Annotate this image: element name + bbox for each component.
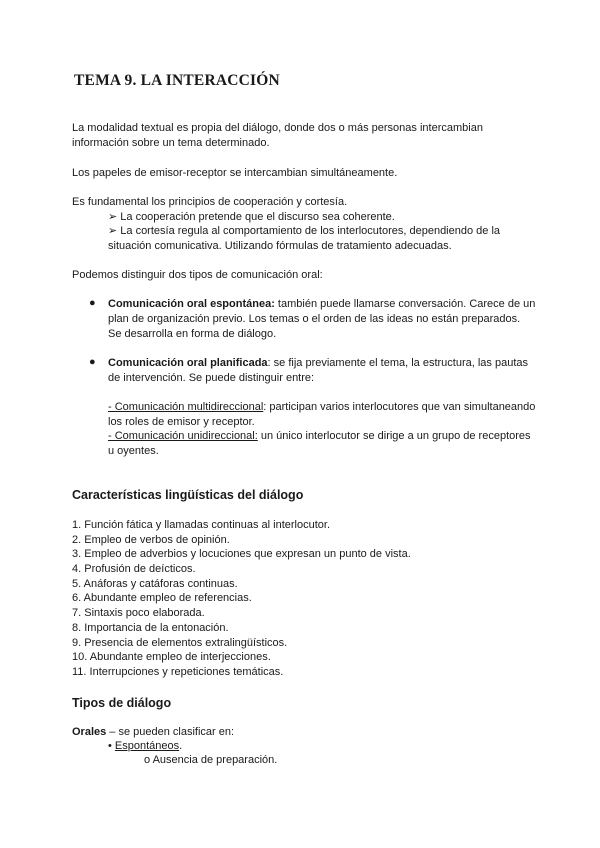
intro-paragraph-4: Podemos distinguir dos tipos de comunicación oral:: [72, 269, 323, 281]
list-item: 3. Empleo de adverbios y locuciones que expresan un punto de vista.: [72, 548, 411, 561]
courtesy-point: ➢ La cortesía regula al comportamiento de los interlocutores, dependiendo de la situación comunicativa. Utilizando fórmulas de tratamiento adecuadas.: [108, 225, 501, 252]
orales-text: – se pueden clasificar en:: [106, 726, 235, 738]
page-title: TEMA 9. LA INTERACCIÓN: [74, 72, 280, 89]
list-item: 5. Anáforas y catáforas continuas.: [72, 577, 238, 590]
subtype-term: - Comunicación multidireccional: [108, 401, 264, 413]
sub-bullet-marker: •: [108, 740, 112, 752]
cooperation-point: ➢ La cooperación pretende que el discurso sea coherente.: [108, 211, 395, 223]
list-item: 11. Interrupciones y repeticiones temáticas.: [72, 665, 284, 678]
bullet-planned: [108, 356, 536, 386]
bullet-text: : se fija previamente el tema, la estructura, las pautas de intervención. Se puede distinguir entre:: [108, 357, 529, 384]
bullet-spontaneous: [108, 297, 536, 342]
bullet-marker: ●: [89, 356, 96, 368]
sub-end: .: [179, 740, 183, 752]
subtype-text: un único interlocutor se dirige a un grupo de receptores u oyentes.: [108, 430, 531, 457]
list-item: 4. Profusión de deícticos.: [72, 563, 196, 576]
intro-paragraph-3: Es fundamental los principios de cooperación y cortesía.: [72, 196, 348, 208]
characteristics-list: [72, 518, 411, 680]
bullet-marker: ●: [89, 297, 96, 309]
subtype-term: - Comunicación unidireccional:: [108, 430, 258, 442]
subtype-unidirectional: [108, 429, 536, 459]
bullet-term: Comunicación oral planificada: [108, 357, 268, 369]
list-item: 9. Presencia de elementos extralingüísticos.: [72, 636, 288, 649]
orales-line: [72, 725, 532, 740]
list-item: 8. Importancia de la entonación.: [72, 621, 229, 634]
subtype-multidirectional: [108, 400, 536, 430]
bullet-term: Comunicación oral espontánea:: [108, 298, 275, 310]
list-item: 10. Abundante empleo de interjecciones.: [72, 651, 271, 664]
sub-term: Espontáneos: [114, 740, 180, 752]
bullet-text: también puede llamarse conversación. Carece de un plan de organización previo. Los temas o el orden de las ideas no están preparados. Se desarrolla en forma de diálogo.: [108, 298, 536, 340]
intro-paragraph-2: Los papeles de emisor-receptor se intercambian simultáneamente.: [72, 167, 398, 179]
subtype-text: : participan varios interlocutores que van simultaneando los roles de emisor y receptor.: [108, 401, 536, 428]
list-item: 6. Abundante empleo de referencias.: [72, 592, 252, 605]
orales-term: Orales: [72, 726, 107, 738]
intro-paragraph-1: La modalidad textual es propia del diálogo, donde dos o más personas intercambian información sobre un tema determinado.: [72, 122, 483, 149]
list-item: 1. Función fática y llamadas continuas al interlocutor.: [72, 519, 331, 531]
list-item: 7. Sintaxis poco elaborada.: [72, 607, 205, 620]
no-preparation-subsubitem: o Ausencia de preparación.: [144, 754, 278, 766]
section-heading-characteristics: Características lingüísticas del diálogo: [72, 488, 304, 502]
list-item: 2. Empleo de verbos de opinión.: [72, 533, 230, 546]
spontaneous-subitem: [108, 739, 536, 754]
section-heading-dialogue-types: Tipos de diálogo: [72, 696, 172, 710]
